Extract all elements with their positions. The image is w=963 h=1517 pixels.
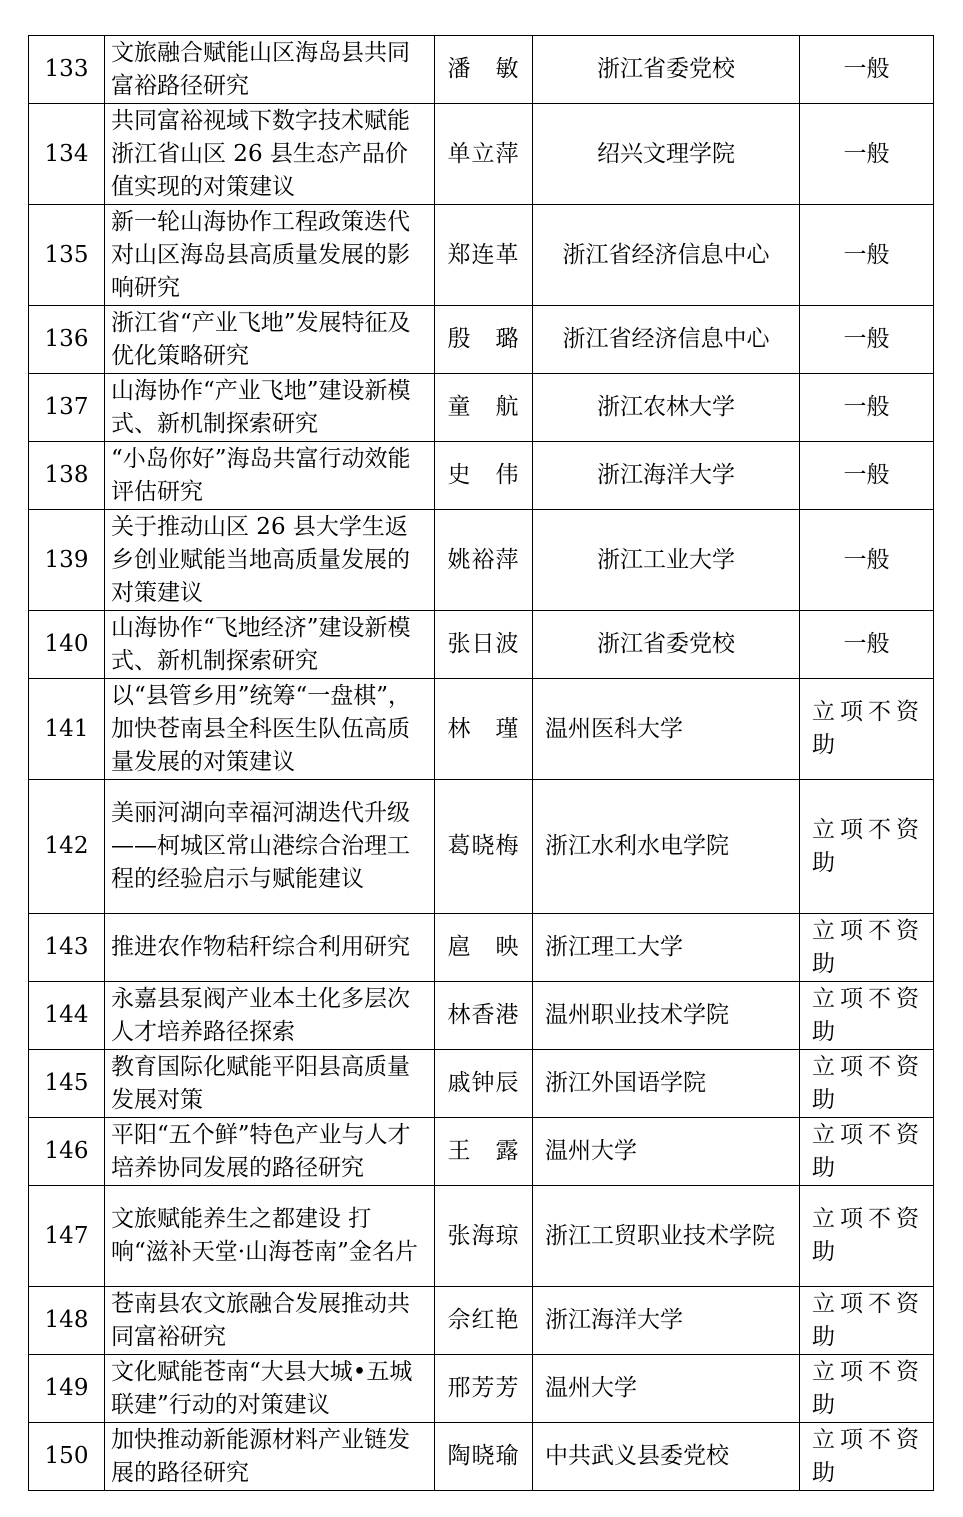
- project-title: 山海协作“产业飞地”建设新模式、新机制探索研究: [105, 374, 435, 442]
- project-title: 平阳“五个鲜”特色产业与人才培养协同发展的路径研究: [105, 1118, 435, 1186]
- project-type: 立项不资助: [800, 1118, 934, 1186]
- row-number: 133: [29, 36, 105, 104]
- row-number: 141: [29, 679, 105, 780]
- table-row: [29, 1050, 934, 1118]
- project-table-body: [29, 36, 934, 1491]
- project-title: 浙江省“产业飞地”发展特征及优化策略研究: [105, 306, 435, 374]
- row-number: 149: [29, 1355, 105, 1423]
- institution: 浙江农林大学: [533, 374, 800, 442]
- project-title: 教育国际化赋能平阳县高质量发展对策: [105, 1050, 435, 1118]
- project-type: 一般: [800, 374, 934, 442]
- table-row: [29, 36, 934, 104]
- table-row: [29, 1423, 934, 1491]
- project-title: 山海协作“飞地经济”建设新模式、新机制探索研究: [105, 611, 435, 679]
- project-type: 一般: [800, 36, 934, 104]
- institution: 浙江省委党校: [533, 611, 800, 679]
- project-type: 立项不资助: [800, 1423, 934, 1491]
- project-title: 永嘉县泵阀产业本土化多层次人才培养路径探索: [105, 982, 435, 1050]
- row-number: 135: [29, 205, 105, 306]
- table-row: [29, 510, 934, 611]
- table-row: [29, 1186, 934, 1287]
- row-number: 137: [29, 374, 105, 442]
- lead-name: 林 瑾: [435, 679, 533, 780]
- lead-name: 戚钟辰: [435, 1050, 533, 1118]
- row-number: 146: [29, 1118, 105, 1186]
- lead-name: 单立萍: [435, 104, 533, 205]
- institution: 浙江省经济信息中心: [533, 306, 800, 374]
- institution: 温州大学: [533, 1355, 800, 1423]
- project-type: 立项不资助: [800, 914, 934, 982]
- table-row: [29, 780, 934, 914]
- lead-name: 张日波: [435, 611, 533, 679]
- lead-name: 佘红艳: [435, 1287, 533, 1355]
- row-number: 147: [29, 1186, 105, 1287]
- institution: 浙江省委党校: [533, 36, 800, 104]
- table-row: [29, 442, 934, 510]
- project-title: 共同富裕视域下数字技术赋能浙江省山区 26 县生态产品价值实现的对策建议: [105, 104, 435, 205]
- table-row: [29, 679, 934, 780]
- project-title: 美丽河湖向幸福河湖迭代升级——柯城区常山港综合治理工程的经验启示与赋能建议: [105, 780, 435, 914]
- lead-name: 林香港: [435, 982, 533, 1050]
- institution: 温州大学: [533, 1118, 800, 1186]
- institution: 温州医科大学: [533, 679, 800, 780]
- lead-name: 殷 璐: [435, 306, 533, 374]
- table-row: [29, 205, 934, 306]
- project-table: [28, 35, 934, 1491]
- row-number: 139: [29, 510, 105, 611]
- table-row: [29, 1287, 934, 1355]
- project-type: 立项不资助: [800, 780, 934, 914]
- institution: 浙江省经济信息中心: [533, 205, 800, 306]
- row-number: 145: [29, 1050, 105, 1118]
- project-title: 苍南县农文旅融合发展推动共同富裕研究: [105, 1287, 435, 1355]
- institution: 浙江外国语学院: [533, 1050, 800, 1118]
- table-row: [29, 914, 934, 982]
- project-title: 关于推动山区 26 县大学生返乡创业赋能当地高质量发展的对策建议: [105, 510, 435, 611]
- institution: 浙江海洋大学: [533, 1287, 800, 1355]
- project-type: 立项不资助: [800, 982, 934, 1050]
- institution: 浙江海洋大学: [533, 442, 800, 510]
- row-number: 143: [29, 914, 105, 982]
- table-row: [29, 1355, 934, 1423]
- row-number: 150: [29, 1423, 105, 1491]
- table-row: [29, 982, 934, 1050]
- institution: 中共武义县委党校: [533, 1423, 800, 1491]
- institution: 绍兴文理学院: [533, 104, 800, 205]
- row-number: 136: [29, 306, 105, 374]
- lead-name: 王 露: [435, 1118, 533, 1186]
- lead-name: 扈 映: [435, 914, 533, 982]
- table-row: [29, 104, 934, 205]
- project-type: 立项不资助: [800, 1186, 934, 1287]
- institution: 浙江水利水电学院: [533, 780, 800, 914]
- project-type: 一般: [800, 510, 934, 611]
- project-title: 加快推动新能源材料产业链发展的路径研究: [105, 1423, 435, 1491]
- project-type: 一般: [800, 306, 934, 374]
- table-row: [29, 1118, 934, 1186]
- project-title: “小岛你好”海岛共富行动效能评估研究: [105, 442, 435, 510]
- project-title: 以“县管乡用”统筹“一盘棋”，加快苍南县全科医生队伍高质量发展的对策建议: [105, 679, 435, 780]
- institution: 浙江工贸职业技术学院: [533, 1186, 800, 1287]
- project-type: 立项不资助: [800, 1355, 934, 1423]
- institution: 温州职业技术学院: [533, 982, 800, 1050]
- row-number: 138: [29, 442, 105, 510]
- project-type: 立项不资助: [800, 1287, 934, 1355]
- table-row: [29, 374, 934, 442]
- row-number: 140: [29, 611, 105, 679]
- table-row: [29, 306, 934, 374]
- row-number: 134: [29, 104, 105, 205]
- table-row: [29, 611, 934, 679]
- project-title: 文化赋能苍南“大县大城•五城联建”行动的对策建议: [105, 1355, 435, 1423]
- project-title: 文旅融合赋能山区海岛县共同富裕路径研究: [105, 36, 435, 104]
- lead-name: 史 伟: [435, 442, 533, 510]
- project-type: 一般: [800, 611, 934, 679]
- lead-name: 葛晓梅: [435, 780, 533, 914]
- project-title: 文旅赋能养生之都建设 打响“滋补天堂·山海苍南”金名片: [105, 1186, 435, 1287]
- project-type: 一般: [800, 442, 934, 510]
- row-number: 148: [29, 1287, 105, 1355]
- row-number: 144: [29, 982, 105, 1050]
- institution: 浙江理工大学: [533, 914, 800, 982]
- project-type: 立项不资助: [800, 679, 934, 780]
- lead-name: 邢芳芳: [435, 1355, 533, 1423]
- lead-name: 张海琼: [435, 1186, 533, 1287]
- lead-name: 郑连革: [435, 205, 533, 306]
- project-type: 立项不资助: [800, 1050, 934, 1118]
- project-type: 一般: [800, 104, 934, 205]
- lead-name: 姚裕萍: [435, 510, 533, 611]
- lead-name: 潘 敏: [435, 36, 533, 104]
- row-number: 142: [29, 780, 105, 914]
- institution: 浙江工业大学: [533, 510, 800, 611]
- lead-name: 陶晓瑜: [435, 1423, 533, 1491]
- lead-name: 童 航: [435, 374, 533, 442]
- project-title: 推进农作物秸秆综合利用研究: [105, 914, 435, 982]
- project-title: 新一轮山海协作工程政策迭代对山区海岛县高质量发展的影响研究: [105, 205, 435, 306]
- project-type: 一般: [800, 205, 934, 306]
